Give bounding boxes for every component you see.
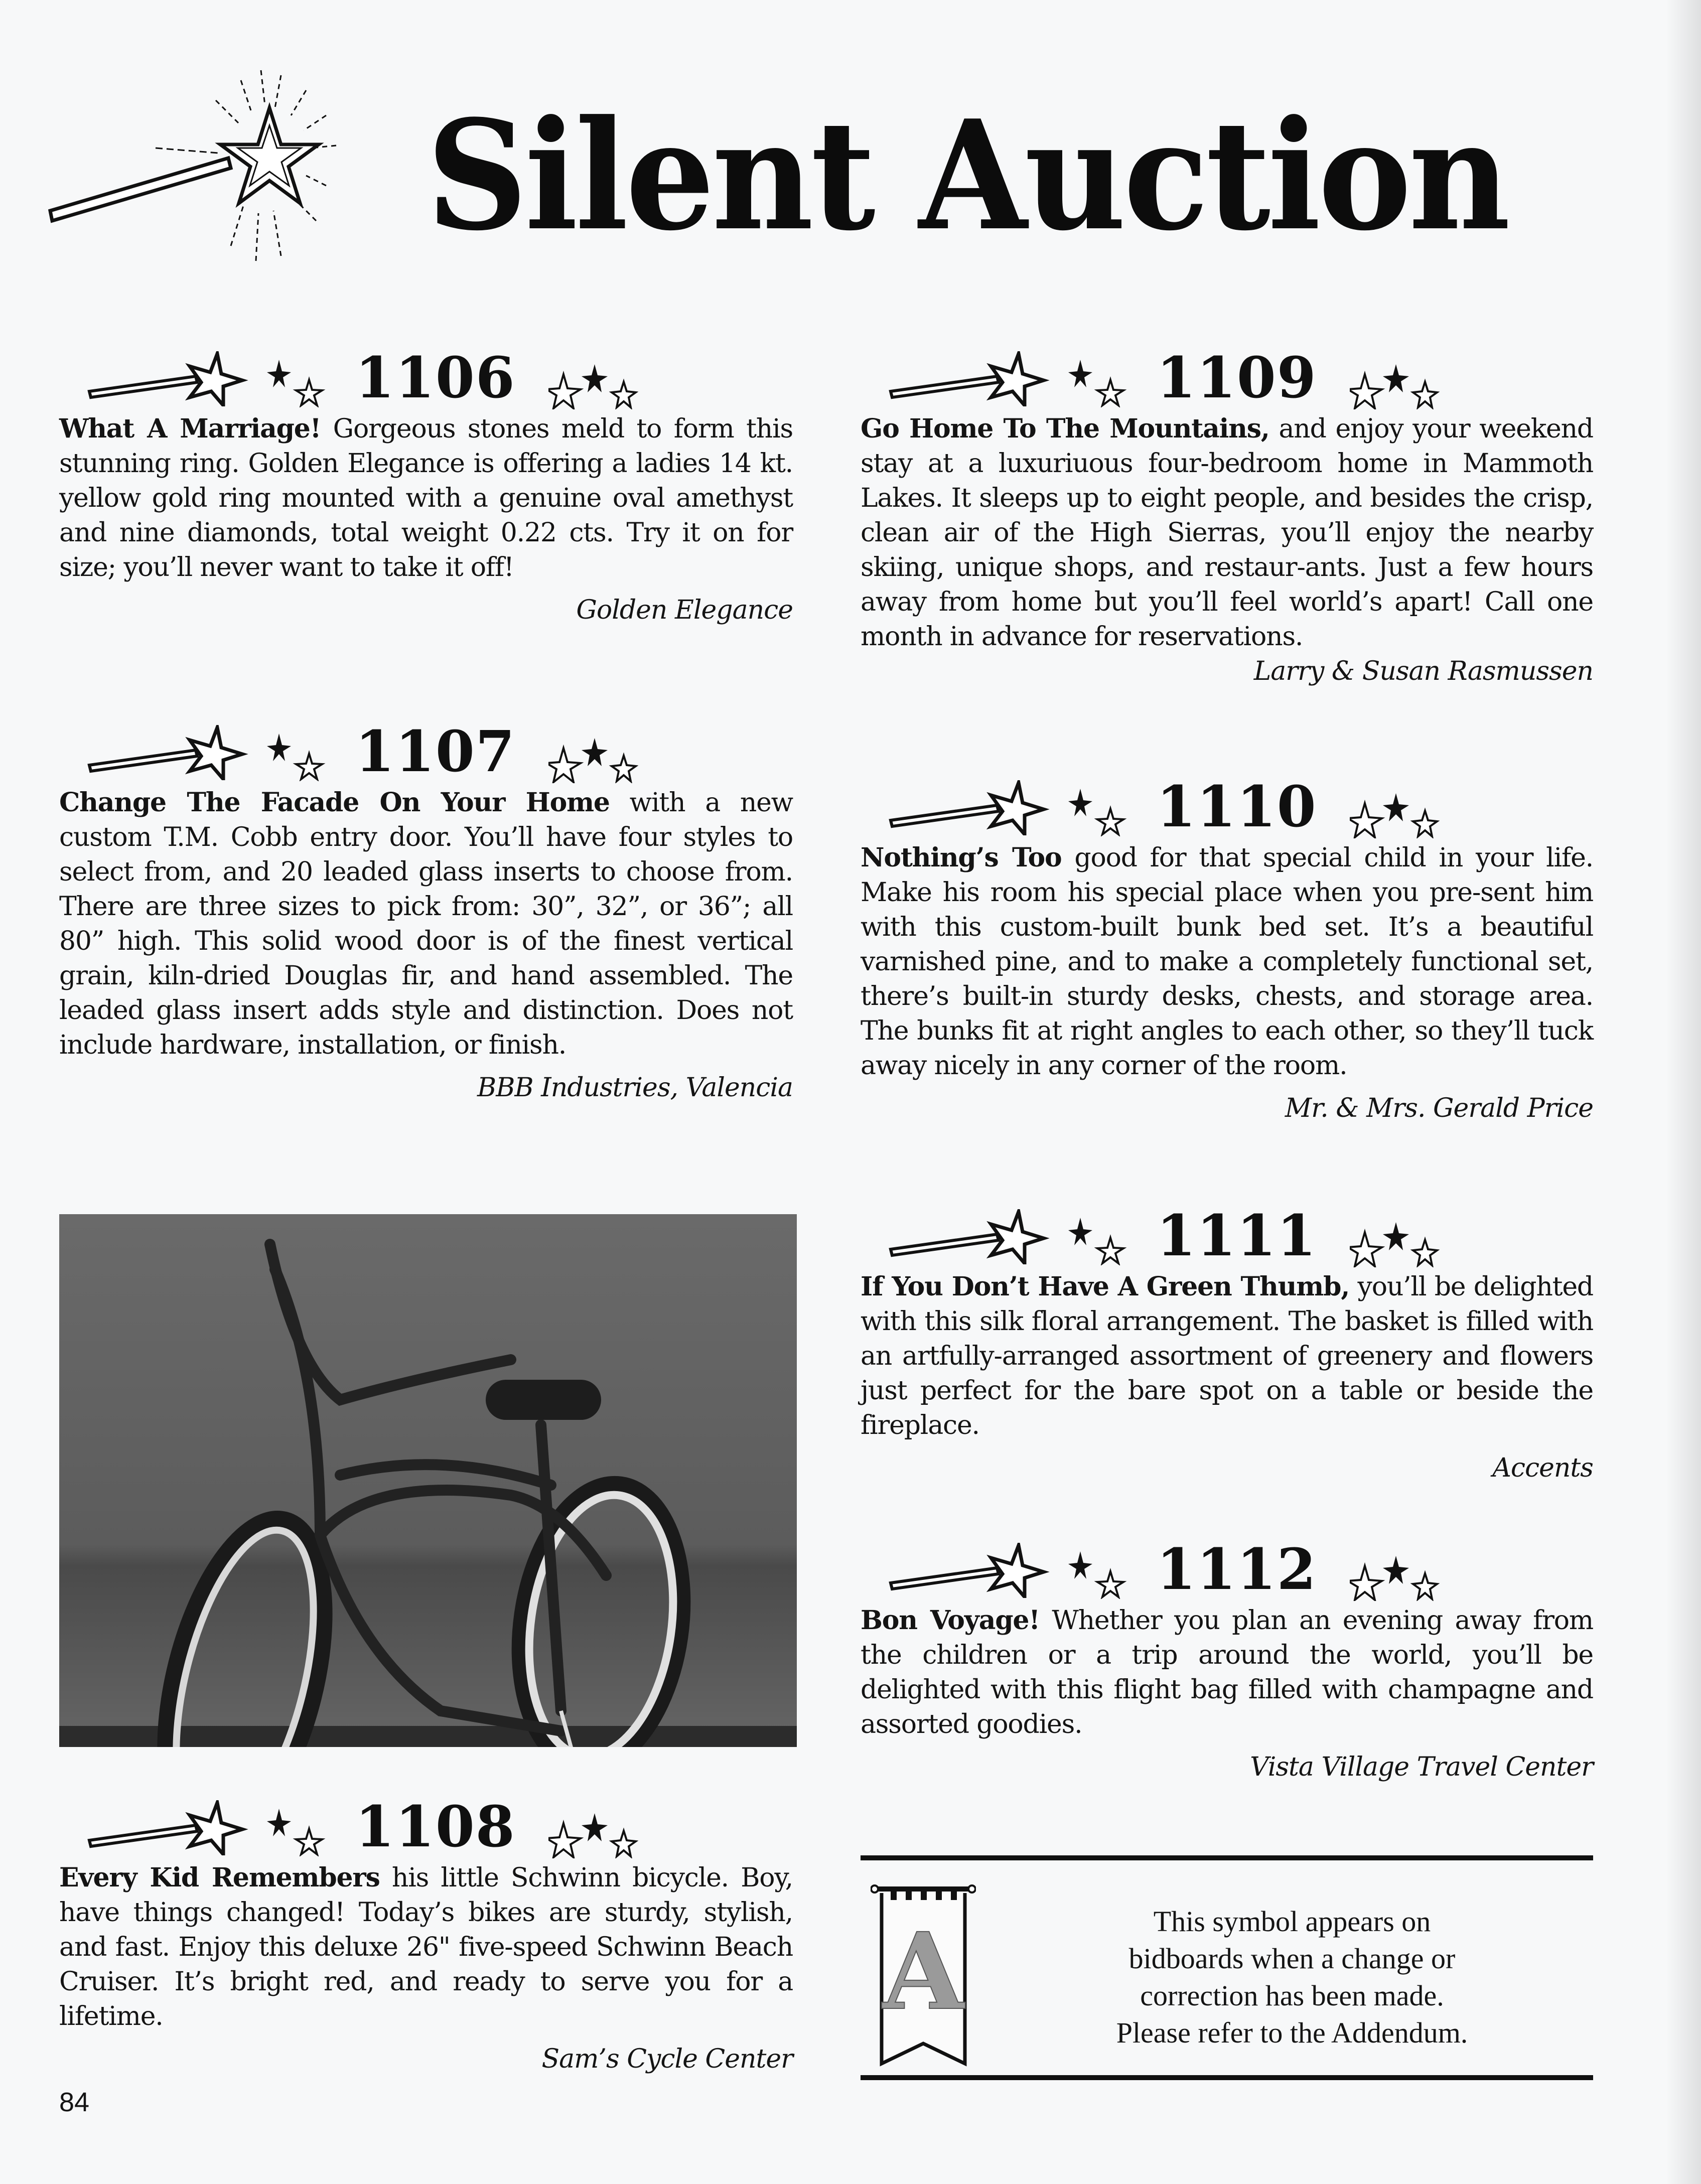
addendum-notice (861, 1850, 1593, 2091)
page-title (45, 60, 1651, 271)
item-description (861, 1603, 1593, 1742)
sparkle-stars-icon (1350, 1217, 1440, 1267)
item-text: you’ll be delighted with this silk floral arrangement. The basket is filled with an artfully-arranged assortment of greenery and flowers just perfect for the bare spot on a table or beside the fireplace. (861, 1272, 1593, 1440)
auction-item-1112 (861, 1538, 1593, 1785)
item-sponsor: Mr. & Mrs. Gerald Price (1285, 1093, 1593, 1123)
sparkle-stars-icon (1066, 1215, 1131, 1265)
addendum-text (991, 1903, 1593, 2052)
divider-rule (861, 2075, 1593, 2080)
addendum-symbol-letter: A (882, 1910, 964, 2033)
addendum-line: Please refer to the Addendum. (1116, 2016, 1468, 2049)
sparkle-stars-icon (1066, 357, 1131, 407)
item-text: and enjoy your weekend stay at a luxuriuous four-bedroom home in Mammoth Lakes. It sleeps up to eight people, and besides the crisp, clean air of the High Sierras, you’ll enjoy the nearby skiing, unique shops, and restaur-ants. Just a few hours away from home but you’ll feel world’s apart! Call one month in advance for reservations. (861, 414, 1594, 652)
magic-wand-icon (888, 1543, 1059, 1598)
auction-item-1109 (861, 346, 1593, 689)
page-edge-shadow (1666, 0, 1701, 2184)
lot-number: 1107 (355, 719, 516, 785)
lot-number: 1110 (1157, 774, 1317, 840)
sparkle-stars-icon (548, 359, 639, 409)
magic-wand-icon (87, 351, 257, 406)
auction-item-1110 (861, 775, 1593, 1126)
title-text: Silent Auction (427, 87, 1508, 264)
auction-item-1107 (59, 720, 793, 1105)
item-header (861, 346, 1593, 411)
item-text: his little Schwinn bicycle. Boy, have things changed! Today’s bikes are sturdy, stylish, and fast. Enjoy this deluxe 26" five-speed Schwinn Beach Cruiser. It’s bright red, and ready to serve you for a lifetime. (59, 1863, 793, 2031)
auction-item-1108 (59, 1795, 793, 2077)
item-text: good for that special child in your life. Make his room his special place when you pre-sent him with this custom-built bunk bed set. It’s a beautiful varnished pine, and to make a completely functional set, there’s built-in sturdy desks, chests, and storage area. The bunks fit at right angles to each other, so they’ll tuck away nicely in any corner of the room. (861, 843, 1593, 1081)
item-lead: Change The Facade On Your Home (59, 787, 610, 818)
item-lead: What A Marriage! (59, 413, 321, 444)
item-description (59, 1860, 793, 2034)
sparkle-stars-icon (1350, 359, 1440, 409)
magic-wand-icon (888, 351, 1059, 406)
item-lead: Go Home To The Mountains, (861, 413, 1269, 444)
item-sponsor: Vista Village Travel Center (1250, 1752, 1593, 1782)
lot-number: 1111 (1157, 1203, 1317, 1269)
item-header (861, 775, 1593, 840)
item-header (861, 1204, 1593, 1269)
item-description (861, 1269, 1593, 1443)
item-header (59, 1795, 793, 1860)
magic-wand-icon (888, 780, 1059, 835)
item-lead: Every Kid Remembers (59, 1862, 380, 1893)
item-description (59, 411, 793, 585)
lot-number: 1112 (1157, 1537, 1317, 1603)
sparkle-stars-icon (548, 1808, 639, 1858)
item-header (59, 346, 793, 411)
magic-wand-icon (87, 1800, 257, 1855)
addendum-line: bidboards when a change or (1128, 1942, 1456, 1975)
item-sponsor: Accents (1492, 1453, 1593, 1483)
lot-number: 1106 (355, 345, 516, 411)
item-lead: Nothing’s Too (861, 842, 1062, 873)
sparkle-stars-icon (548, 733, 639, 783)
item-sponsor: BBB Industries, Valencia (477, 1073, 793, 1103)
sparkle-stars-icon (265, 357, 330, 407)
item-header (59, 720, 793, 785)
item-description (861, 411, 1593, 654)
sparkle-stars-icon (1350, 788, 1440, 838)
lot-number: 1108 (355, 1794, 516, 1860)
sparkle-stars-icon (1066, 1549, 1131, 1599)
page-number: 84 (59, 2087, 90, 2117)
item-lead: Bon Voyage! (861, 1605, 1040, 1636)
magic-wand-icon (888, 1209, 1059, 1264)
sparkle-stars-icon (265, 731, 330, 781)
sparkle-stars-icon (1066, 786, 1131, 836)
addendum-line: correction has been made. (1140, 1979, 1444, 2012)
auction-item-1106 (59, 346, 793, 628)
item-sponsor: Sam’s Cycle Center (541, 2044, 793, 2074)
magic-wand-icon (87, 725, 257, 780)
magic-wand-burst-icon (45, 60, 406, 271)
item-lead: If You Don’t Have A Green Thumb, (861, 1271, 1350, 1302)
lot-number: 1109 (1157, 345, 1317, 411)
sparkle-stars-icon (1350, 1551, 1440, 1601)
auction-item-1111 (861, 1204, 1593, 1486)
item-description (59, 785, 793, 1063)
item-sponsor: Larry & Susan Rasmussen (1253, 656, 1593, 686)
bicycle-photo (59, 1214, 797, 1747)
sparkle-stars-icon (265, 1806, 330, 1856)
bicycle-image (59, 1214, 797, 1747)
item-description (861, 840, 1593, 1083)
addendum-banner-icon (871, 1878, 976, 2074)
divider-rule (861, 1855, 1593, 1860)
addendum-line: This symbol appears on (1153, 1905, 1431, 1938)
item-text: with a new custom T.M. Cobb entry door. You’ll have four styles to select from, and 20 leaded glass inserts to choose from. There are three sizes to pick from: 30”, 32”, or 36”; all 80” high. This solid wood door is of the finest vertical grain, kiln-dried Douglas fir, and hand assembled. The leaded glass insert adds style and distinction. Does not include hardware, installation, or finish. (59, 788, 793, 1060)
item-sponsor: Golden Elegance (576, 595, 793, 625)
item-header (861, 1538, 1593, 1603)
item-text: Gorgeous stones meld to form this stunning ring. Golden Elegance is offering a ladies 14 kt. yellow gold ring mounted with a genuine oval amethyst and nine diamonds, total weight 0.22 cts. Try it on for size; you’ll never want to take it off! (59, 414, 793, 583)
item-text: Whether you plan an evening away from the children or a trip around the world, you’ll be delighted with this flight bag filled with champagne and assorted goodies. (861, 1606, 1593, 1739)
